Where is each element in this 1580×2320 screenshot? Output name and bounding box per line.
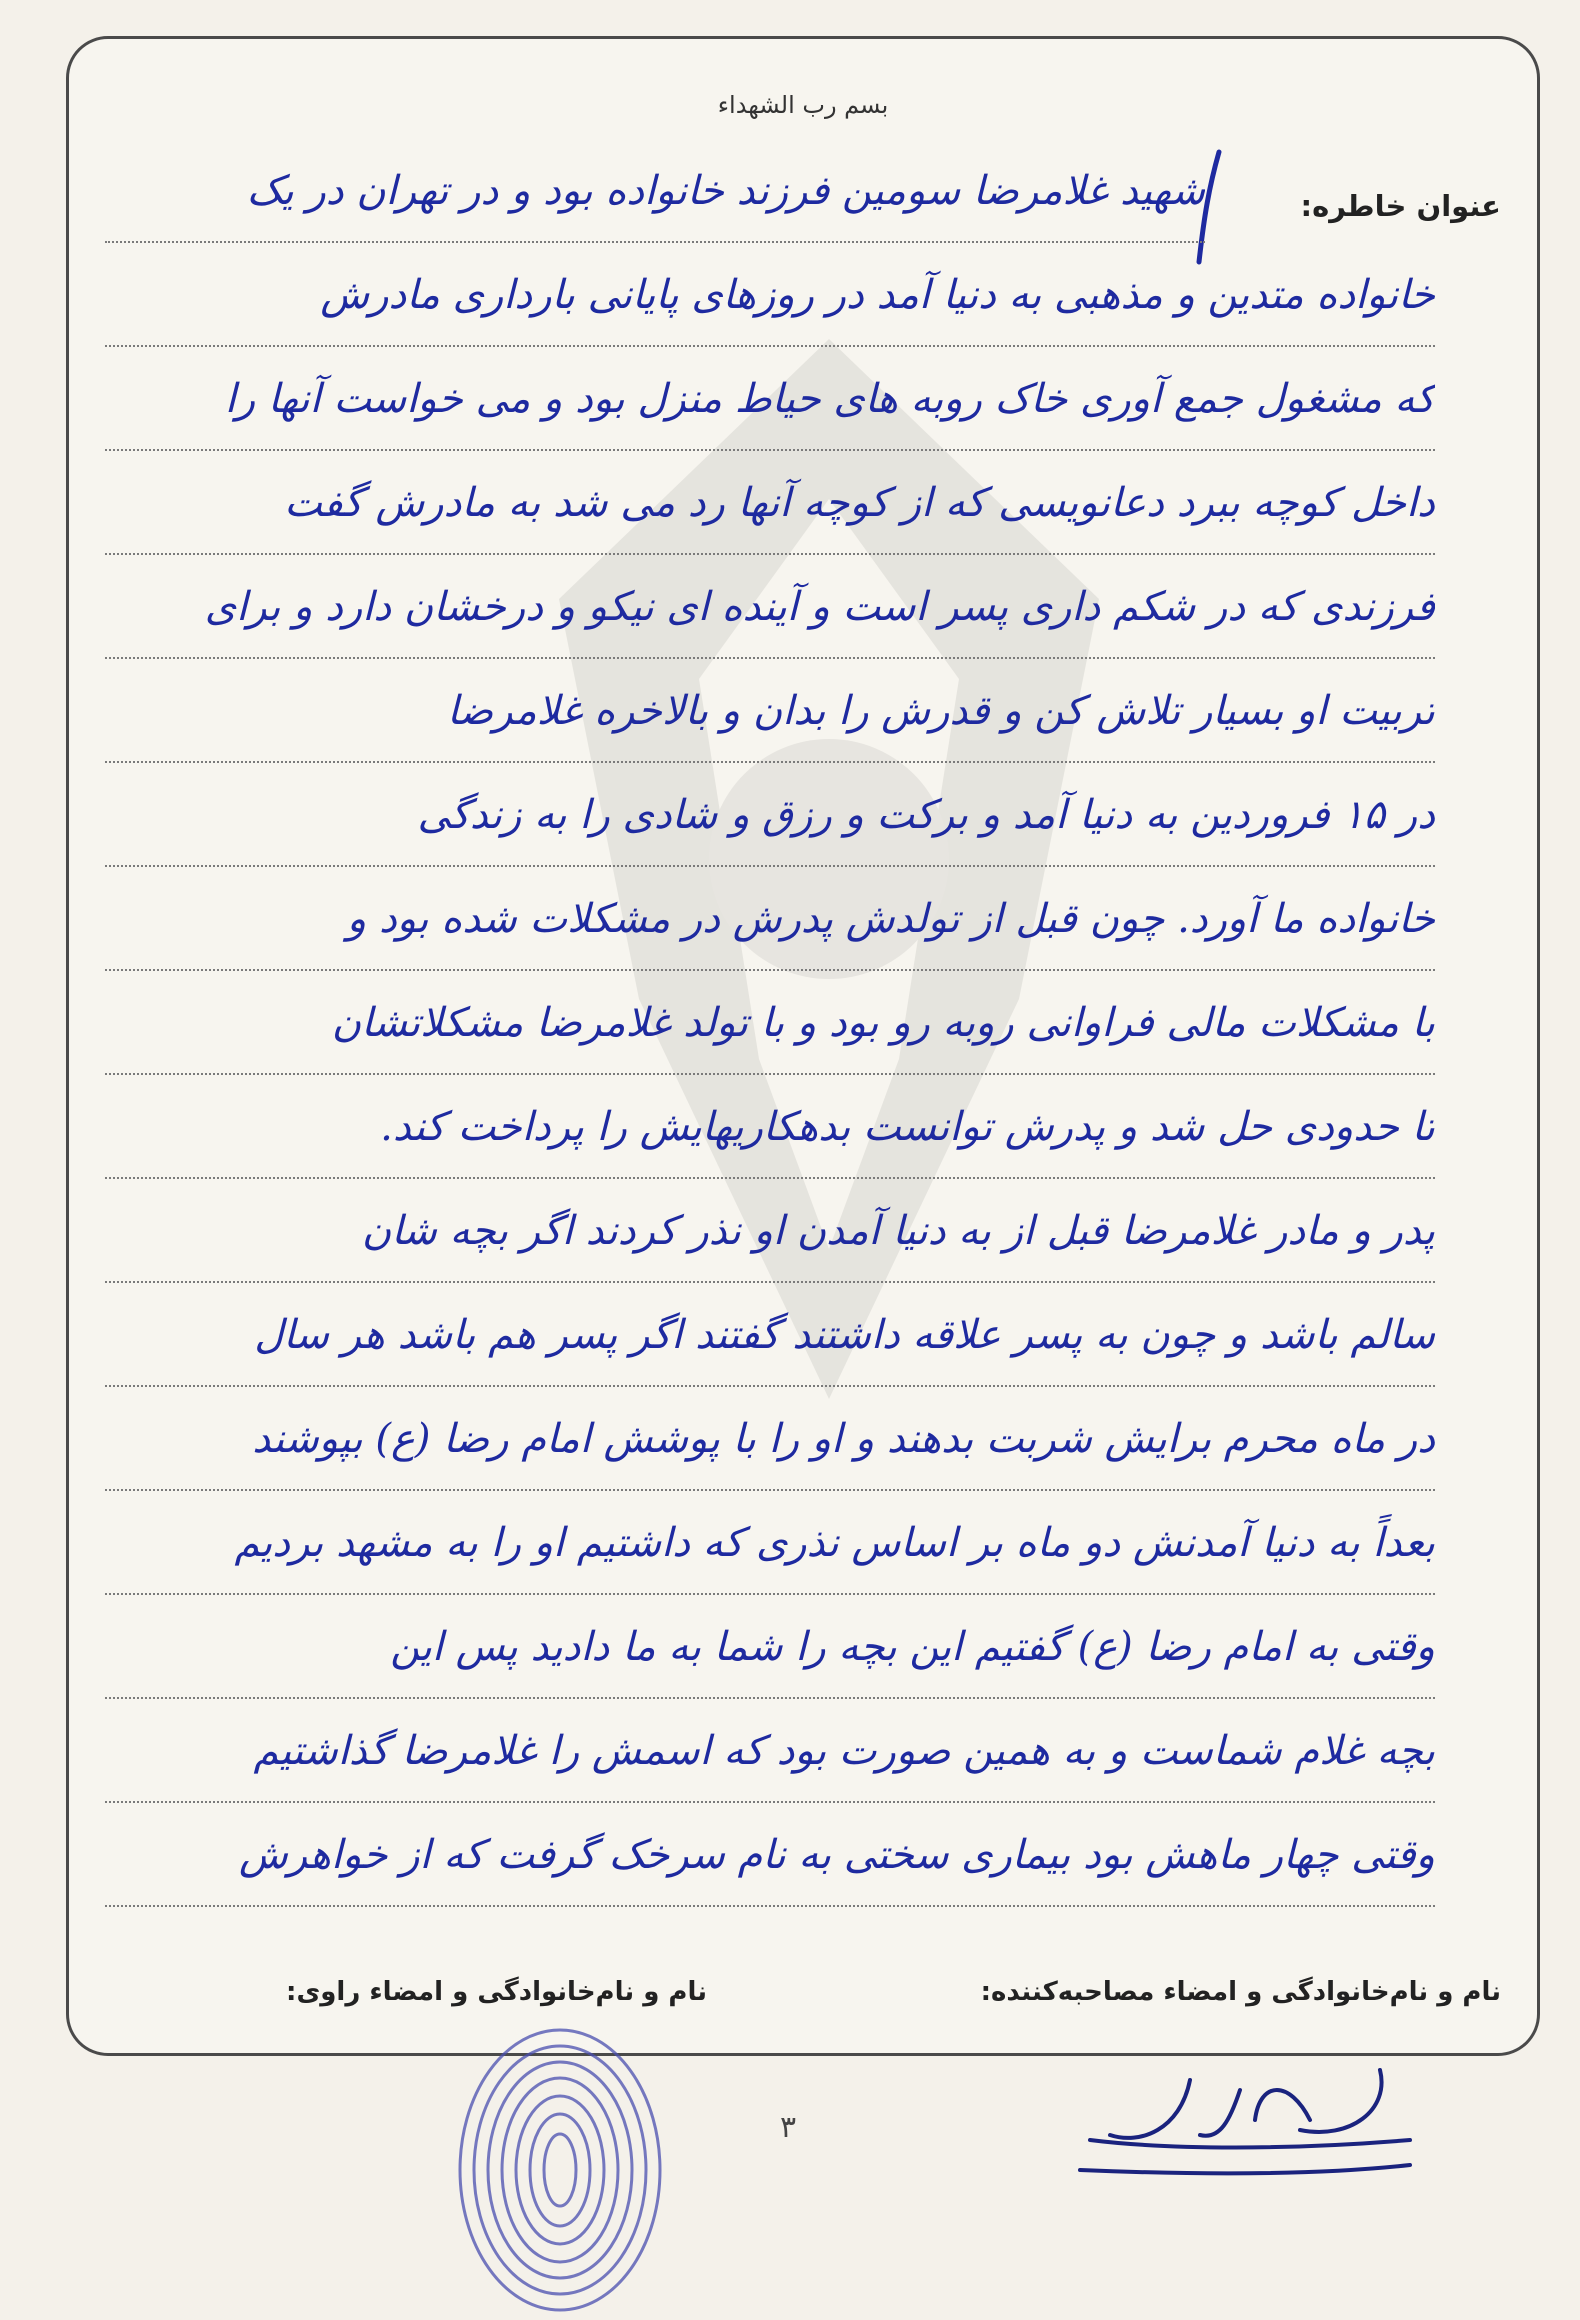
handwritten-line: با مشکلات مالی فراوانی روبه رو بود و با تولد غلامرضا مشکلاتشان bbox=[105, 971, 1435, 1075]
handwritten-line: سالم باشد و چون به پسر علاقه داشتند گفتند اگر پسر هم باشد هر سال bbox=[105, 1283, 1435, 1387]
handwritten-line: فرزندی که در شکم داری پسر است و آینده ای نیکو و درخشان دارد و برای bbox=[105, 555, 1435, 659]
basmala-heading: بسم رب الشهداء bbox=[717, 91, 889, 119]
handwritten-line: تربیت او بسیار تلاش کن و قدرش را بدان و بالاخره غلامرضا bbox=[105, 659, 1435, 763]
fingerprint-stamp bbox=[440, 2010, 680, 2320]
handwritten-line: داخل کوچه ببرد دعانویسی که از کوچه آنها رد می شد به مادرش گفت bbox=[105, 451, 1435, 555]
handwritten-line: در ۱۵ فروردین به دنیا آمد و برکت و رزق و شادی را به زندگی bbox=[105, 763, 1435, 867]
handwritten-line: در ماه محرم برایش شربت بدهند و او را با پوشش امام رضا (ع) بپوشند bbox=[105, 1387, 1435, 1491]
handwritten-line: وقتی چهار ماهش بود بیماری سختی به نام سرخک گرفت که از خواهرش bbox=[105, 1803, 1435, 1907]
handwritten-line: شهید غلامرضا سومین فرزند خانواده بود و در تهران در یک bbox=[105, 139, 1205, 243]
handwritten-line: تا حدودی حل شد و پدرش توانست بدهکاریهایش را پرداخت کند. bbox=[105, 1075, 1435, 1179]
narrator-signature-label: نام و نام‌خانوادگی و امضاء راوی: bbox=[286, 1977, 707, 2007]
handwritten-line: خانواده ما آورد. چون قبل از تولدش پدرش در مشکلات شده بود و bbox=[105, 867, 1435, 971]
handwritten-signature bbox=[1050, 2050, 1430, 2190]
form-frame bbox=[66, 36, 1540, 2056]
interviewer-signature-label: نام و نام‌خانوادگی و امضاء مصاحبه‌کننده: bbox=[980, 1977, 1501, 2007]
memory-title-label: عنوان خاطره: bbox=[1300, 189, 1501, 223]
handwritten-line: که مشغول جمع آوری خاک روبه های حیاط منزل بود و می خواست آنها را bbox=[105, 347, 1435, 451]
handwritten-line: بچه غلام شماست و به همین صورت بود که اسمش را غلامرضا گذاشتیم bbox=[105, 1699, 1435, 1803]
page-number: ۳ bbox=[780, 2110, 797, 2145]
handwritten-text-area bbox=[69, 39, 1537, 2053]
handwritten-line: وقتی به امام رضا (ع) گفتیم این بچه را شما به ما دادید پس این bbox=[105, 1595, 1435, 1699]
handwritten-line: بعداً به دنیا آمدنش دو ماه بر اساس نذری که داشتیم او را به مشهد بردیم bbox=[105, 1491, 1435, 1595]
handwritten-line: خانواده متدین و مذهبی به دنیا آمد در روزهای پایانی بارداری مادرش bbox=[105, 243, 1435, 347]
handwritten-line: پدر و مادر غلامرضا قبل از به دنیا آمدن او نذر کردند اگر بچه شان bbox=[105, 1179, 1435, 1283]
